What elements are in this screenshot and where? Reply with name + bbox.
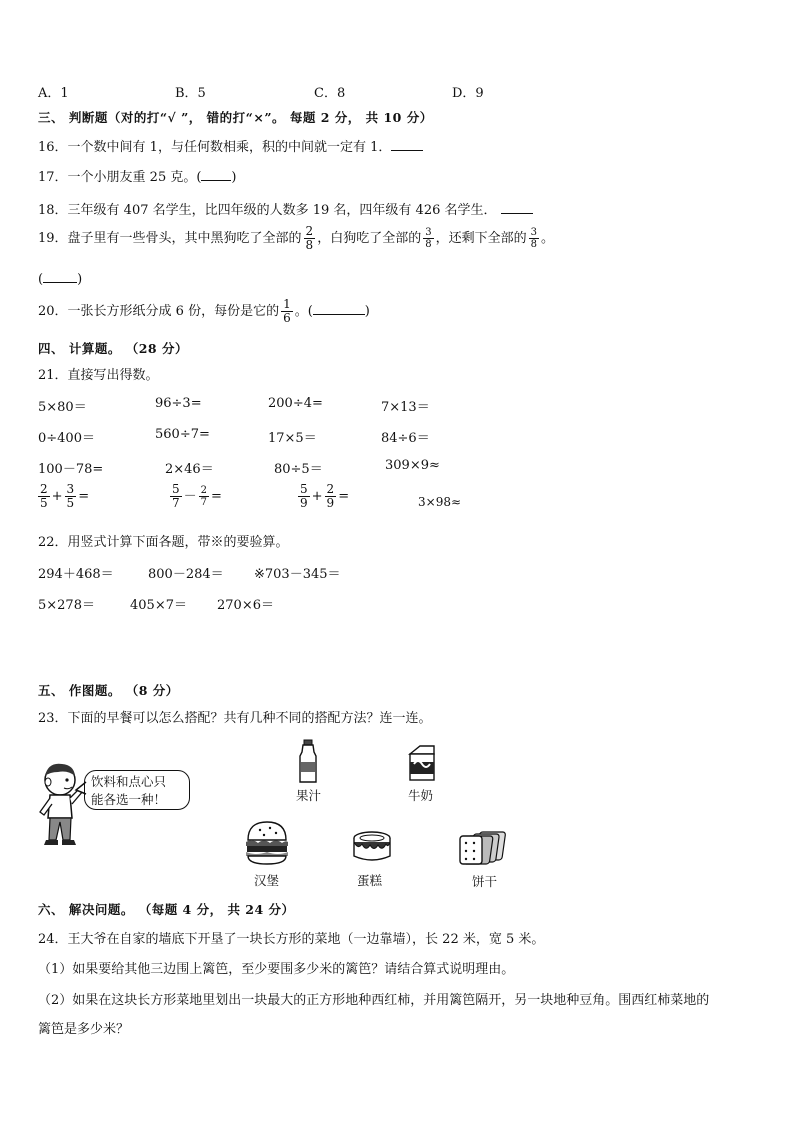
bubble-line: 能各选一种！ bbox=[91, 792, 167, 807]
denominator: 9 bbox=[300, 496, 308, 510]
numerator: 1 bbox=[283, 297, 291, 311]
vertical-calc-item: 5×278＝ bbox=[38, 598, 95, 613]
calc-fraction-item bbox=[36, 483, 89, 510]
boy-illustration bbox=[34, 758, 90, 850]
question-16-text: 16．一个数中间有 1，与任何数相乘，积的中间就一定有 1． bbox=[38, 140, 392, 155]
question-19 bbox=[38, 225, 554, 252]
calc-item: 3×98≈ bbox=[418, 495, 462, 509]
label-juice: 果汁 bbox=[296, 788, 322, 803]
vertical-calc-item: 800－284＝ bbox=[148, 567, 224, 582]
denominator: 5 bbox=[40, 496, 48, 510]
q20-text-b: 。( bbox=[294, 304, 313, 319]
numerator: 2 bbox=[326, 482, 335, 496]
question-23: 23．下面的早餐可以怎么搭配？共有几种不同的搭配方法？连一连。 bbox=[38, 711, 432, 726]
calc-item: 84÷6＝ bbox=[381, 431, 430, 446]
answer-blank[interactable] bbox=[501, 201, 533, 214]
denominator: 8 bbox=[530, 239, 537, 250]
section-3-title: 三、 判断题（对的打“√ ”， 错的打“×”。 每题 2 分， 共 10 分） bbox=[38, 110, 433, 125]
section-4-title: 四、 计算题。 （28 分） bbox=[38, 341, 188, 356]
denominator: 8 bbox=[305, 238, 314, 252]
fraction bbox=[281, 298, 293, 325]
denominator: 8 bbox=[425, 239, 432, 250]
fraction bbox=[199, 485, 209, 508]
question-24: 24．王大爷在自家的墙底下开垦了一块长方形的菜地（一边靠墙），长 22 米，宽 5 米。 bbox=[38, 932, 545, 947]
numerator: 2 bbox=[305, 224, 314, 238]
numerator: 5 bbox=[300, 482, 308, 496]
numerator: 2 bbox=[200, 485, 208, 496]
q19-text-a: 19．盘子里有一些骨头，其中黑狗吃了全部的 bbox=[38, 231, 302, 246]
denominator: 9 bbox=[326, 496, 335, 510]
calc-item: 7×13＝ bbox=[381, 400, 430, 415]
equals: = bbox=[211, 489, 222, 504]
paren-close: ) bbox=[364, 304, 370, 319]
numerator: 3 bbox=[66, 482, 75, 496]
q20-text-a: 20．一张长方形纸分成 6 份，每份是它的 bbox=[38, 304, 280, 319]
question-18-text: 18．三年级有 407 名学生，比四年级的人数多 19 名，四年级有 426 名学生． bbox=[38, 203, 497, 218]
cake-icon[interactable] bbox=[352, 830, 392, 866]
equals: = bbox=[78, 489, 90, 504]
paren-open: ( bbox=[38, 272, 44, 287]
question-17-text: 17．一个小朋友重 25 克。( bbox=[38, 170, 202, 185]
fraction bbox=[298, 483, 310, 510]
fraction bbox=[65, 483, 77, 510]
denominator: 6 bbox=[283, 311, 291, 325]
question-20 bbox=[38, 298, 370, 325]
juice-bottle-icon[interactable] bbox=[298, 740, 318, 784]
answer-blank[interactable] bbox=[391, 138, 423, 151]
vertical-calc-item: 294＋468＝ bbox=[38, 567, 114, 582]
choice-d: D．9 bbox=[452, 86, 484, 101]
calc-item: 100－78= bbox=[38, 462, 104, 477]
answer-blank[interactable] bbox=[43, 270, 77, 283]
fraction bbox=[304, 225, 316, 252]
calc-item: 96÷3= bbox=[155, 396, 202, 411]
answer-blank[interactable] bbox=[201, 168, 231, 181]
question-19-answer bbox=[38, 270, 82, 287]
calc-item: 80÷5＝ bbox=[274, 462, 323, 477]
numerator: 2 bbox=[40, 482, 48, 496]
question-24-part-2: （2）如果在这块长方形菜地里划出一块最大的正方形地种西红柿，并用篱笆隔开，另一块地种豆角。围西红柿菜地的 bbox=[38, 993, 710, 1008]
choice-b: B．5 bbox=[175, 86, 206, 101]
vertical-calc-item: ※703－345＝ bbox=[254, 567, 341, 582]
numerator: 3 bbox=[530, 227, 537, 238]
question-24-part-2-cont: 篱笆是多少米？ bbox=[38, 1022, 130, 1037]
paren-close: ) bbox=[231, 170, 237, 185]
calc-item: 0÷400＝ bbox=[38, 431, 95, 446]
operator: － bbox=[183, 489, 197, 504]
q19-text-c: ，还剩下全部的 bbox=[435, 231, 527, 246]
vertical-calc-item: 270×6＝ bbox=[217, 598, 274, 613]
calc-item: 309×9≈ bbox=[385, 458, 440, 473]
speech-bubble bbox=[84, 770, 190, 810]
calc-item: 2×46＝ bbox=[165, 462, 214, 477]
section-6-title: 六、 解决问题。 （每题 4 分， 共 24 分） bbox=[38, 902, 295, 917]
fraction bbox=[423, 227, 433, 250]
equals: = bbox=[338, 489, 350, 504]
calc-item: 560÷7= bbox=[155, 427, 210, 442]
label-burger: 汉堡 bbox=[254, 873, 280, 888]
numerator: 3 bbox=[425, 227, 432, 238]
calc-fraction-item bbox=[168, 483, 222, 510]
question-24-part-1: （1）如果要给其他三边围上篱笆，至少要围多少米的篱笆？请结合算式说明理由。 bbox=[38, 962, 515, 977]
denominator: 5 bbox=[66, 496, 75, 510]
label-milk: 牛奶 bbox=[408, 788, 434, 803]
section-5-title: 五、 作图题。 （8 分） bbox=[38, 683, 179, 698]
calc-item: 200÷4= bbox=[268, 396, 323, 411]
operator: + bbox=[51, 489, 63, 504]
calc-item: 17×5＝ bbox=[268, 431, 317, 446]
question-18 bbox=[38, 199, 533, 218]
denominator: 7 bbox=[200, 497, 208, 508]
choice-a: A．1 bbox=[38, 86, 69, 101]
fraction bbox=[38, 483, 50, 510]
question-22: 22．用竖式计算下面各题，带※的要验算。 bbox=[38, 535, 289, 550]
paren-close: ) bbox=[77, 272, 83, 287]
answer-blank[interactable] bbox=[313, 302, 365, 315]
fraction bbox=[529, 227, 539, 250]
label-cake: 蛋糕 bbox=[357, 873, 383, 888]
q19-text-d: 。 bbox=[540, 231, 554, 246]
biscuit-icon[interactable] bbox=[456, 830, 512, 866]
q19-text-b: ，白狗吃了全部的 bbox=[317, 231, 422, 246]
label-biscuit: 饼干 bbox=[472, 874, 498, 889]
burger-icon[interactable] bbox=[244, 820, 290, 866]
fraction bbox=[325, 483, 337, 510]
numerator: 5 bbox=[172, 482, 180, 496]
fraction bbox=[170, 483, 182, 510]
calc-fraction-item bbox=[296, 483, 349, 510]
question-21: 21．直接写出得数。 bbox=[38, 368, 159, 383]
question-16 bbox=[38, 136, 423, 155]
vertical-calc-item: 405×7＝ bbox=[130, 598, 187, 613]
calc-item: 5×80＝ bbox=[38, 400, 87, 415]
denominator: 7 bbox=[172, 496, 180, 510]
milk-carton-icon[interactable] bbox=[406, 744, 438, 782]
bubble-line: 饮料和点心只 bbox=[91, 774, 167, 789]
choice-c: C．8 bbox=[314, 86, 346, 101]
question-17 bbox=[38, 166, 237, 185]
operator: + bbox=[311, 489, 323, 504]
